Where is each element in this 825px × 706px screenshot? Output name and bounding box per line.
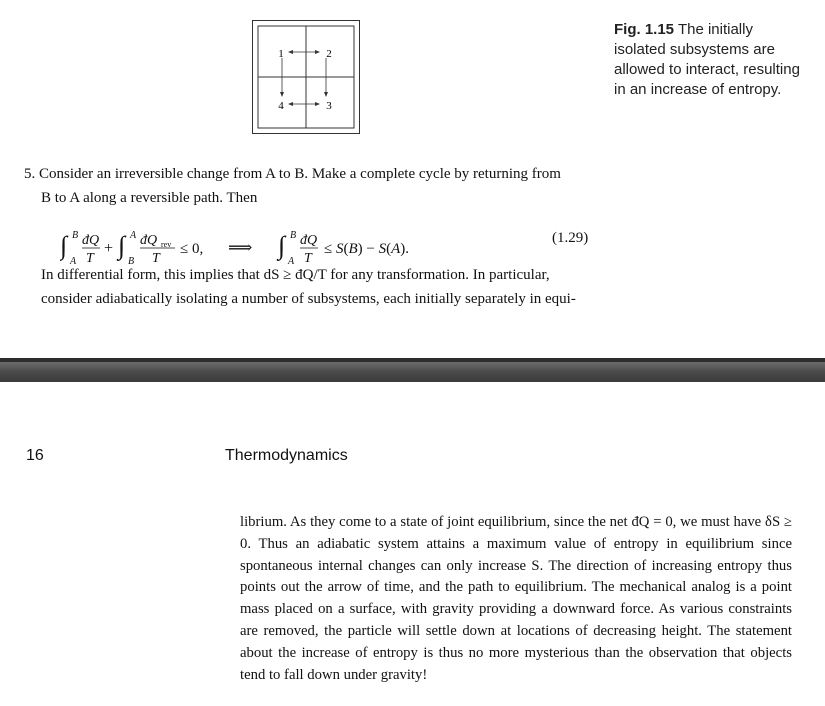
differential-line2: consider adiabatically isolating a number of subsystems, each initially separately in equi- [41, 291, 576, 307]
svg-text:B: B [72, 230, 79, 241]
svg-text:đQ: đQ [300, 233, 318, 248]
svg-text:≤ S(B) − S(A).: ≤ S(B) − S(A). [324, 241, 410, 257]
differential-line1: In differential form, this implies that dS ≥ đQ/T for any transformation. In particular, [41, 267, 550, 283]
continuation-paragraph: librium. As they come to a state of joint equilibrium, since the net đQ = 0, we must have δS ≥ 0. Thus an adiabatic system attains a maximum value of entropy in equilibrium since spontaneous internal changes can only increase S. The direction of increasing entropy thus points out the arrow of time, and the path to equilibrium. The mechanical analog is a point mass placed on a surface, with gravity providing a downward force. As various constraints are removed, the particle will settle down at locations of decreasing height. The statement about the increase of entropy is thus no more mysterious than the observation that objects tend to fall down under gravity! [240, 514, 792, 683]
equation-1-29 [60, 222, 600, 266]
item-5-line2: B to A along a reversible path. Then [41, 190, 258, 206]
svg-text:+: + [104, 240, 114, 257]
page-break-bar [0, 362, 825, 382]
svg-text:A: A [288, 256, 295, 267]
svg-text:∫: ∫ [118, 231, 126, 260]
svg-text:T: T [152, 251, 160, 266]
svg-text:rev: rev [161, 240, 172, 249]
svg-text:đQ: đQ [140, 233, 158, 248]
subsystem-label-4: 4 [278, 100, 284, 112]
item-5-line1: 5. Consider an irreversible change from A to B. Make a complete cycle by returning from [24, 166, 561, 182]
svg-text:B: B [290, 230, 297, 241]
svg-text:A: A [70, 256, 77, 267]
figure-caption [614, 20, 804, 100]
page-number: 16 [26, 447, 44, 464]
svg-text:T: T [304, 251, 312, 266]
svg-text:∫: ∫ [278, 231, 286, 260]
subsystem-label-2: 2 [326, 48, 332, 60]
equation-number: (1.29) [552, 230, 589, 246]
svg-text:⟹: ⟹ [228, 238, 253, 257]
svg-text:≤ 0,: ≤ 0, [180, 241, 204, 257]
svg-text:∫: ∫ [60, 231, 68, 260]
figure-1-15 [252, 20, 360, 134]
running-head: Thermodynamics [225, 447, 348, 464]
svg-text:A: A [130, 230, 137, 241]
caption-label: Fig. 1.15 [614, 21, 675, 38]
svg-text:đQ: đQ [82, 233, 100, 248]
differential-form-paragraph [41, 263, 606, 311]
svg-text:T: T [86, 251, 94, 266]
subsystems-diagram [252, 20, 360, 134]
caption-text: The initially isolated subsystems are allowed to interact, resulting in an increase of entropy. [614, 21, 800, 98]
subsystem-label-3: 3 [326, 100, 332, 112]
svg-text:B: B [128, 256, 135, 267]
subsystem-label-1: 1 [278, 48, 284, 60]
